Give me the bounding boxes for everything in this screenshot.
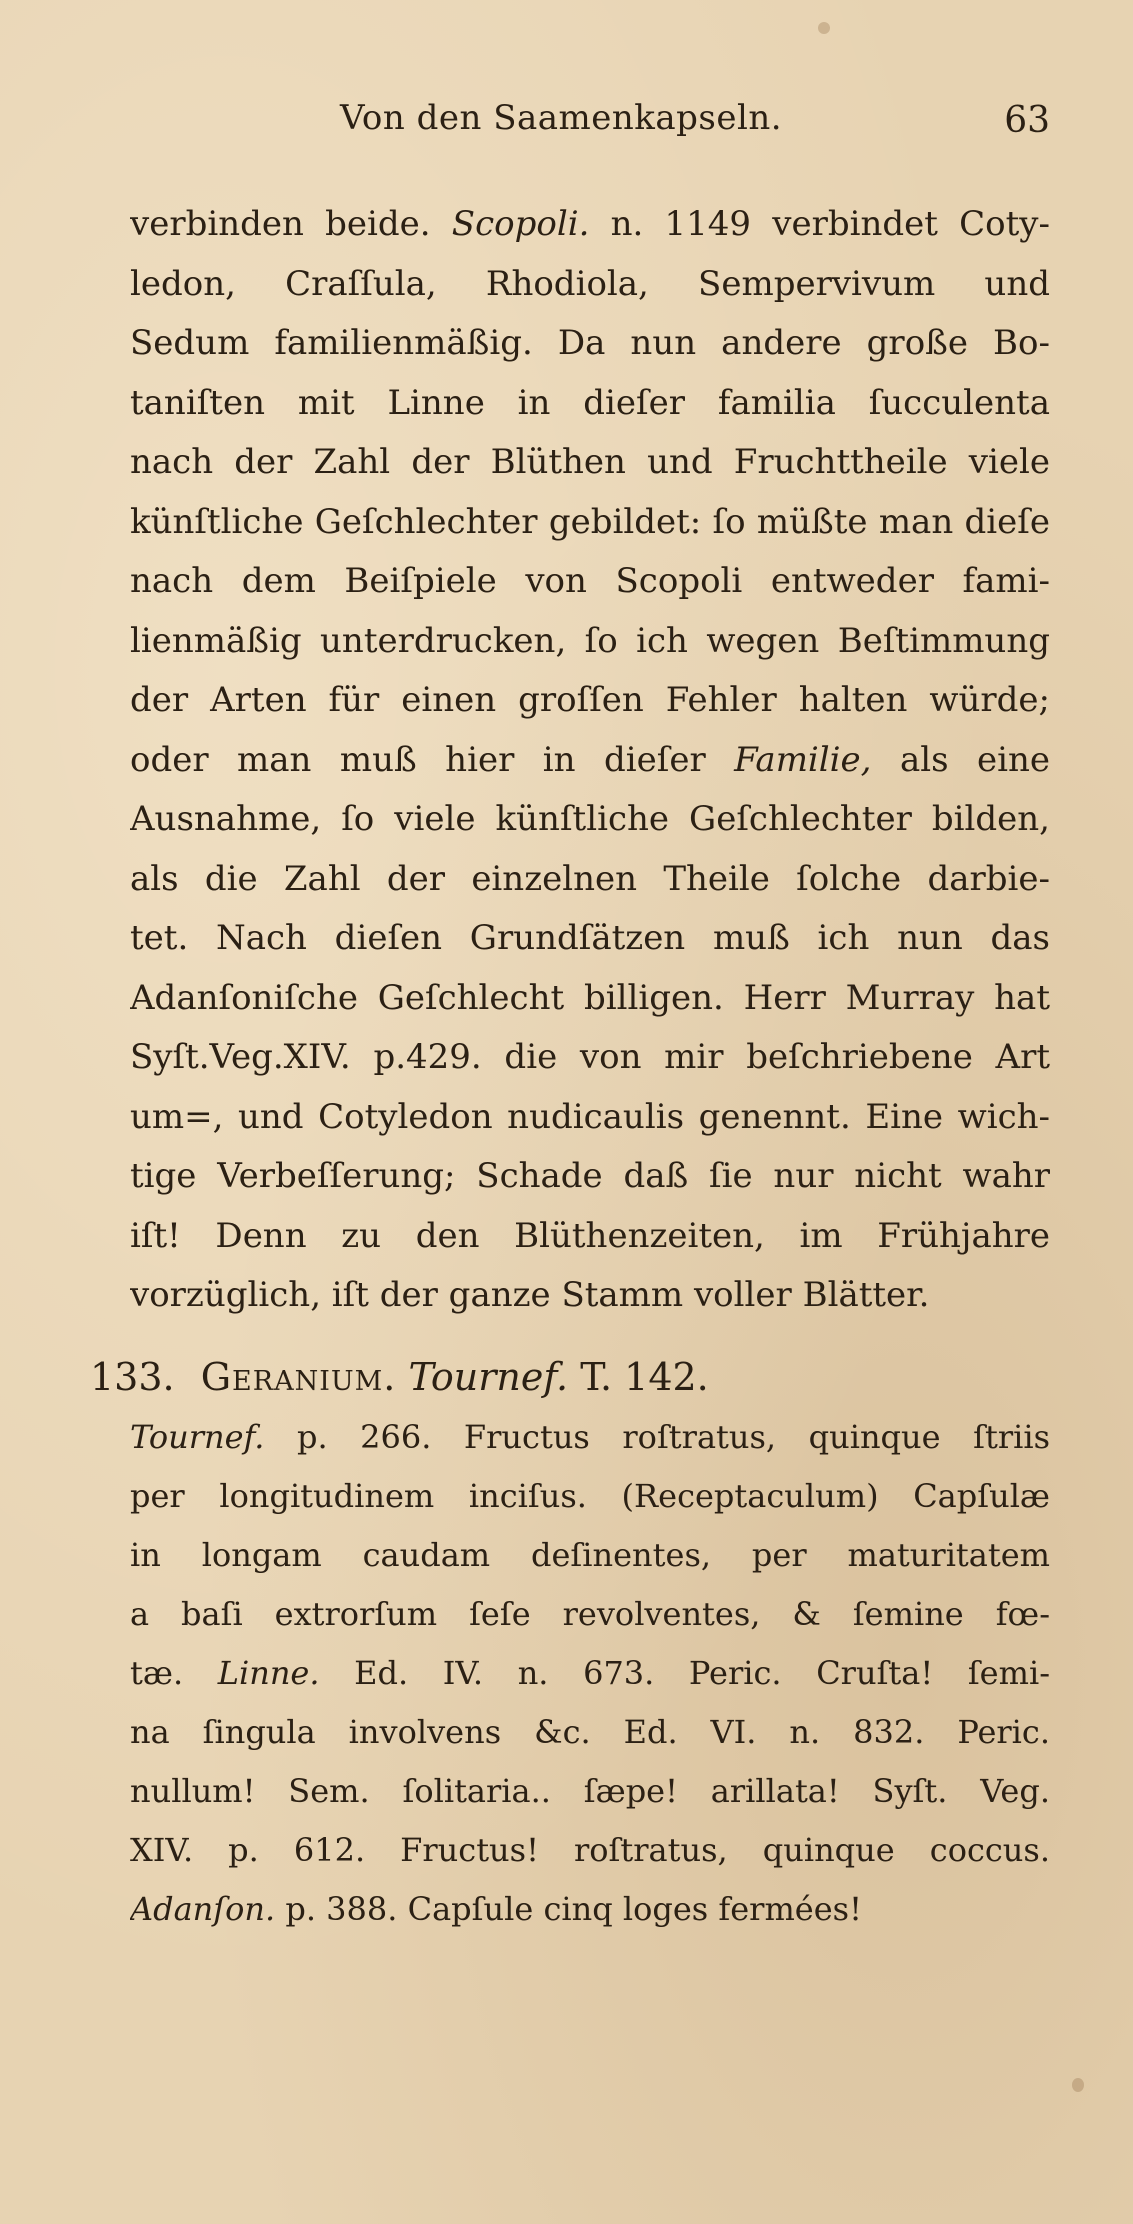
- text-line: verbinden beide. Scopoli. n. 1149 verbindet Coty-: [130, 204, 1050, 244]
- author-reference: Tournef.: [408, 1355, 569, 1399]
- text-line: um=, und Cotyledon nudicaulis genennt. Eine wich-: [130, 1096, 1050, 1137]
- paper-stain: [1072, 2078, 1084, 2092]
- genus-description: [130, 1408, 1050, 1939]
- italic-citation: Tournef.: [130, 1418, 265, 1456]
- text-line: künſtliche Geſchlechter gebildet: ſo müßte man dieſe: [130, 501, 1050, 542]
- running-head: Von den Saamenkapseln.: [340, 98, 783, 138]
- text-line: na ſingula involvens &c. Ed. VI. n. 832. Peric.: [130, 1713, 1050, 1751]
- page-number: 63: [1004, 100, 1050, 141]
- italic-citation: Linne.: [217, 1654, 320, 1692]
- text-line: nach der Zahl der Blüthen und Fruchttheile viele: [130, 442, 1050, 482]
- text-line: taniſten mit Linne in dieſer familia ſucculenta: [130, 382, 1050, 423]
- table-reference: T. 142.: [580, 1355, 709, 1399]
- entry-number: 133.: [90, 1355, 175, 1399]
- text-line: der Arten für einen groſſen Fehler halten würde;: [130, 680, 1050, 720]
- text-line: Sedum familienmäßig. Da nun andere große Bo-: [130, 323, 1050, 363]
- italic-citation: Scopoli.: [451, 204, 590, 244]
- page-header: [130, 92, 1050, 152]
- text-line: vorzüglich, iſt der ganze Stamm voller Blätter.: [130, 1275, 930, 1315]
- text-line: Ausnahme, ſo viele künſtliche Geſchlechter bilden,: [130, 799, 1050, 839]
- body-text: [130, 195, 1050, 1326]
- text-line: nullum! Sem. ſolitaria.. ſæpe! arillata! Syſt. Veg.: [130, 1772, 1050, 1810]
- genus-name: Geranium.: [200, 1355, 397, 1399]
- text-line: nach dem Beiſpiele von Scopoli entweder fami-: [130, 561, 1050, 601]
- paper-stain: [818, 22, 830, 34]
- text-line: XIV. p. 612. Fructus! roſtratus, quinque coccus.: [130, 1831, 1050, 1869]
- text-line: lienmäßig unterdrucken, ſo ich wegen Beſtimmung: [130, 620, 1050, 661]
- text-line: tæ. Linne. Ed. IV. n. 673. Peric. Cruſta! ſemi-: [130, 1654, 1050, 1692]
- text-line: in longam caudam deſinentes, per maturitatem: [130, 1536, 1050, 1574]
- text-line: ledon, Craſſula, Rhodiola, Sempervivum und: [130, 263, 1050, 304]
- text-line: oder man muß hier in dieſer Familie, als eine: [130, 739, 1050, 780]
- text-line: per longitudinem inciſus. (Receptaculum) Capſulæ: [130, 1477, 1050, 1515]
- text-line: iſt! Denn zu den Blüthenzeiten, im Frühjahre: [130, 1215, 1050, 1256]
- text-line: Adanſon. p. 388. Capſule cinq loges fermées!: [130, 1890, 862, 1928]
- text-line: tige Verbeſſerung; Schade daß ſie nur nicht wahr: [130, 1156, 1050, 1196]
- genus-heading: [90, 1346, 1050, 1408]
- text-line: tet. Nach dieſen Grundſätzen muß ich nun das: [130, 918, 1050, 958]
- text-line: Adanſoniſche Geſchlecht billigen. Herr Murray hat: [130, 977, 1050, 1018]
- text-line: a baſi extrorſum ſeſe revolventes, & ſemine fœ-: [130, 1595, 1050, 1633]
- text-line: als die Zahl der einzelnen Theile ſolche darbie-: [130, 858, 1050, 899]
- italic-citation: Familie,: [734, 739, 872, 780]
- genus-entry: [90, 1346, 1050, 1939]
- text-line: Syſt.Veg.XIV. p.429. die von mir beſchriebene Art: [130, 1037, 1050, 1077]
- italic-citation: Adanſon.: [130, 1890, 276, 1928]
- text-line: Tournef. p. 266. Fructus roſtratus, quinque ſtriis: [130, 1418, 1050, 1456]
